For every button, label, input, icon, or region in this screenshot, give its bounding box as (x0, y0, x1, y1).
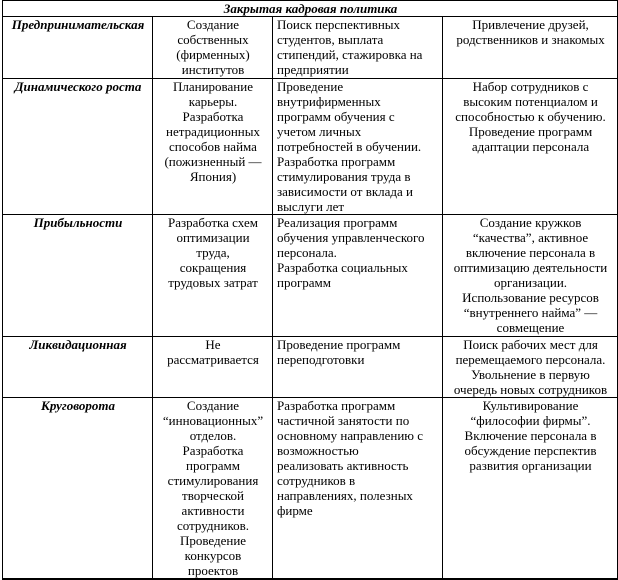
cell-text-line: труда, (196, 245, 230, 260)
cell-text-line: отделов. (189, 428, 237, 443)
cell-text-line: Поиск перспективных (277, 17, 401, 32)
cell-text-line: Набор сотрудников с (472, 79, 589, 94)
cell-text-line: программ (277, 275, 332, 290)
cell-text-line: Увольнение в первую (471, 367, 590, 382)
cell-text-line: обсуждение перспектив (464, 443, 597, 458)
cell-text-line: совмещение (496, 320, 565, 335)
policy-cell-col3 (273, 337, 443, 398)
cell-text-line: оптимизации (176, 230, 250, 245)
cell-text-line: организации. (493, 275, 568, 290)
cell-text-line: Создание (186, 17, 240, 32)
cell-text-line: Проведение (277, 79, 344, 94)
cell-text-line: фирме (277, 503, 313, 518)
cell-text-line: Проведение (179, 533, 247, 548)
cell-text-line: родственников и знакомых (456, 32, 605, 47)
cell-text-line: стимулирования труда в (277, 169, 411, 184)
cell-text-line: карьеры. (188, 94, 238, 109)
policy-cell-col4 (443, 398, 618, 580)
cell-text-line: собственных (177, 32, 249, 47)
cell-text-line: Создание кружков (479, 215, 582, 230)
cell-text-line: программ обучения с (277, 109, 395, 124)
policy-type-name: Ликвидационная (3, 337, 153, 398)
policy-type-name: Прибыльности (3, 215, 153, 337)
cell-text-line: Создание (186, 398, 240, 413)
cell-text-line: способностью к обучению. (455, 109, 606, 124)
cell-text-line: “философии фирмы”. (470, 413, 591, 428)
cell-text-line: “внутреннего найма” — (463, 305, 598, 320)
policy-cell-col3 (273, 215, 443, 337)
table-title: Закрытая кадровая политика (3, 1, 618, 17)
cell-text-line: способов найма (169, 139, 257, 154)
cell-text-line: Разработка программ (277, 154, 396, 169)
policy-cell-col2 (153, 215, 273, 337)
cell-text-line: развития организации (469, 458, 592, 473)
cell-text-line: Культивирование (482, 398, 579, 413)
table-row (3, 79, 618, 215)
cell-text-line: внутрифирменных (277, 94, 381, 109)
table-row (3, 398, 618, 580)
cell-text-line: адаптации персонала (471, 139, 590, 154)
cell-text-line: реализовать активность (277, 458, 409, 473)
cell-text-line: стипендий, стажировка на (277, 47, 423, 62)
table-row (3, 17, 618, 79)
cell-text-line: Япония) (189, 169, 237, 184)
cell-text-line: студентов, выплата (277, 32, 384, 47)
cell-text-line: выслуги лет (277, 199, 345, 214)
cell-text-line: частичной занятости по (277, 413, 410, 428)
cell-text-line: включение персонала в (465, 245, 596, 260)
cell-text-line: сокращения (179, 260, 247, 275)
cell-text-line: Планирование (173, 79, 253, 94)
cell-text-line: институтов (181, 62, 245, 77)
cell-text-line: Проведение программ (468, 124, 593, 139)
cell-text-line: “качества”, активное (472, 230, 589, 245)
cell-text-line: Разработка программ (277, 398, 396, 413)
policy-cell-col2 (153, 17, 273, 79)
cell-text-line: программ (185, 458, 240, 473)
cell-text-line: возможностью (277, 443, 359, 458)
cell-text-line: (фирменных) (176, 47, 250, 62)
cell-text-line: предприятии (277, 62, 349, 77)
policy-type-name: Круговорота (3, 398, 153, 580)
cell-text-line: рассматривается (167, 352, 259, 367)
policy-cell-col3 (273, 398, 443, 580)
cell-text-line: направлениях, полезных (277, 488, 413, 503)
cell-text-line: переподготовки (277, 352, 365, 367)
cell-text-line: Привлечение друзей, (472, 17, 589, 32)
cell-text-line: Разработка схем (168, 215, 258, 230)
table-row (3, 337, 618, 398)
cell-text-line: зависимости от вклада и (277, 184, 413, 199)
cell-text-line: Реализация программ (277, 215, 398, 230)
cell-text-line: проектов (187, 563, 239, 578)
cell-text-line: творческой (182, 488, 244, 503)
policy-cell-col4 (443, 215, 618, 337)
policy-type-name: Предпринимательская (3, 17, 153, 79)
cell-text-line: Разработка (182, 109, 244, 124)
cell-text-line: активности (181, 503, 245, 518)
cell-text-line: учетом личных (277, 124, 362, 139)
cell-text-line: высоким потенциалом и (463, 94, 598, 109)
cell-text-line: трудовых затрат (168, 275, 258, 290)
policy-cell-col4 (443, 17, 618, 79)
policy-cell-col4 (443, 337, 618, 398)
policy-type-name: Динамического роста (3, 79, 153, 215)
cell-text-line: Включение персонала в (464, 428, 597, 443)
cell-text-line: обучения управленческого (277, 230, 425, 245)
policy-cell-col2 (153, 398, 273, 580)
policy-cell-col2 (153, 79, 273, 215)
table-title-row (3, 1, 618, 17)
policy-cell-col3 (273, 79, 443, 215)
cell-text-line: (пожизненный — (164, 154, 262, 169)
cell-text-line: очередь новых сотрудников (453, 382, 608, 397)
cell-text-line: основному направлению с (277, 428, 424, 443)
cell-text-line: Использование ресурсов (462, 290, 599, 305)
cell-text-line: потребностей в обучении. (277, 139, 422, 154)
cell-text-line: сотрудников. (176, 518, 250, 533)
cell-text-line: сотрудников в (277, 473, 356, 488)
policy-cell-col2 (153, 337, 273, 398)
policy-cell-col3 (273, 17, 443, 79)
policy-cell-col4 (443, 79, 618, 215)
closed-hr-policy-table (2, 0, 618, 580)
cell-text-line: оптимизацию деятельности (453, 260, 608, 275)
cell-text-line: нетрадиционных (166, 124, 260, 139)
cell-text-line: Поиск рабочих мест для (463, 337, 598, 352)
cell-text-line: Не (205, 337, 221, 352)
table-row (3, 215, 618, 337)
cell-text-line: Разработка социальных (277, 260, 408, 275)
cell-text-line: Разработка (182, 443, 244, 458)
cell-text-line: перемещаемого персонала. (455, 352, 606, 367)
cell-text-line: Проведение программ (277, 337, 401, 352)
cell-text-line: конкурсов (184, 548, 242, 563)
cell-text-line: стимулирования (167, 473, 259, 488)
cell-text-line: “инновационных” (162, 413, 264, 428)
cell-text-line: персонала. (277, 245, 337, 260)
